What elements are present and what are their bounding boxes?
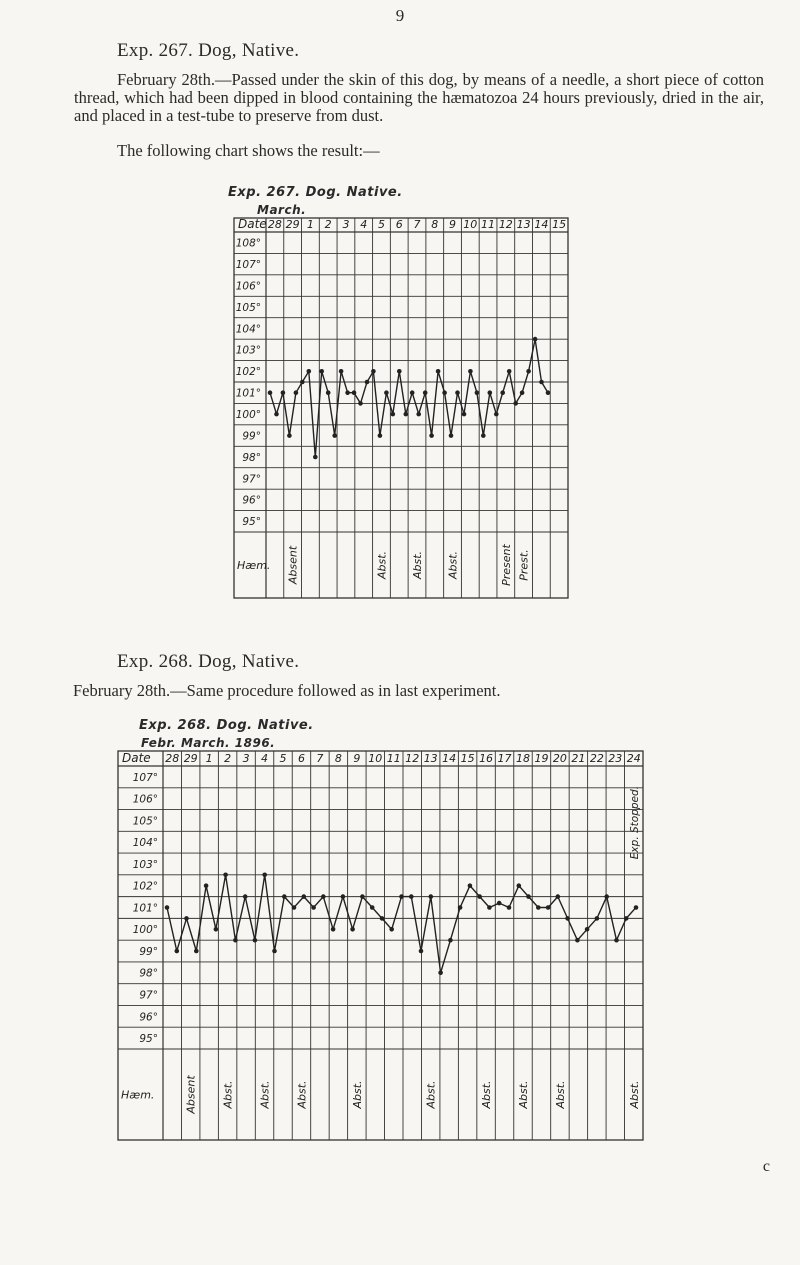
y-tick-label: 99°: [139, 945, 158, 958]
date-tick-label: 29: [285, 218, 300, 231]
date-tick-label: 11: [386, 752, 401, 765]
date-tick-label: 16: [479, 752, 494, 765]
date-tick-label: 10: [463, 218, 478, 231]
haem-label: Abst.: [375, 550, 389, 580]
date-tick-label: 6: [297, 752, 305, 765]
temperature-point: [262, 873, 267, 878]
temperature-point: [468, 883, 473, 888]
temperature-point: [438, 971, 443, 976]
date-tick-label: 2: [224, 752, 232, 765]
temperature-point: [497, 901, 502, 906]
haem-label: Abst.: [517, 1080, 530, 1109]
y-tick-label: 96°: [242, 494, 261, 507]
temperature-point: [458, 905, 463, 910]
y-tick-label: 101°: [132, 902, 158, 915]
date-tick-label: 3: [242, 752, 250, 765]
temperature-point: [634, 905, 639, 910]
date-tick-label: 29: [183, 752, 198, 765]
haem-label: Abst.: [411, 550, 424, 580]
temperature-point: [604, 894, 609, 899]
temperature-point: [214, 927, 219, 932]
exp267-following: The following chart shows the result:—: [117, 141, 380, 160]
temperature-point: [175, 949, 180, 954]
date-tick-label: 9: [353, 752, 361, 765]
y-tick-label: 105°: [235, 301, 261, 314]
haem-label: Abst.: [553, 1080, 567, 1109]
y-tick-label: 101°: [235, 387, 261, 400]
temperature-point: [419, 949, 424, 954]
chart2-title: Exp. 268. Dog. Native.: [139, 718, 314, 733]
y-tick-label: 95°: [139, 1033, 158, 1046]
chart1-title: Exp. 267. Dog. Native.: [228, 185, 403, 200]
temperature-point: [243, 894, 248, 899]
date-tick-label: 4: [261, 752, 269, 765]
date-tick-label: 5: [279, 752, 287, 765]
temperature-point: [585, 927, 590, 932]
temperature-point: [487, 905, 492, 910]
temperature-point: [233, 938, 238, 943]
date-tick-label: 13: [423, 752, 438, 765]
haem-label: Abst.: [350, 1080, 364, 1109]
haem-label: Abst.: [295, 1080, 309, 1109]
temperature-point: [204, 883, 209, 888]
y-tick-label: 100°: [132, 924, 158, 937]
date-tick-label: 11: [481, 218, 496, 231]
haem-row-label: Hæm.: [237, 559, 271, 572]
y-tick-label: 104°: [235, 323, 261, 336]
haem-label: Absent: [286, 545, 300, 585]
temperature-point: [165, 905, 170, 910]
temperature-point: [331, 927, 336, 932]
haem-label: Abst.: [258, 1080, 272, 1109]
y-tick-label: 98°: [139, 967, 158, 980]
temperature-point: [360, 894, 365, 899]
y-tick-label: 102°: [235, 366, 261, 379]
temperature-point: [517, 883, 522, 888]
date-tick-label: 13: [516, 218, 531, 231]
temperature-point: [399, 894, 404, 899]
temperature-point: [565, 916, 570, 921]
date-tick-label: 10: [368, 752, 383, 765]
haem-label: Abst.: [627, 1080, 641, 1109]
y-tick-label: 100°: [235, 409, 261, 421]
temperature-point: [595, 916, 600, 921]
y-tick-label: 103°: [235, 344, 261, 357]
stop-note-label: Exp. Stopped.: [628, 786, 641, 860]
date-tick-label: 1: [306, 218, 314, 231]
signature-mark: c: [762, 1158, 770, 1175]
temperature-point: [409, 894, 414, 899]
temperature-point: [575, 938, 580, 943]
temperature-point: [311, 905, 316, 910]
haem-label: Abst.: [221, 1080, 235, 1109]
temperature-point: [556, 894, 561, 899]
date-tick-label: 18: [516, 752, 530, 765]
temperature-point: [380, 916, 385, 921]
y-tick-label: 95°: [242, 516, 261, 529]
y-tick-label: 104°: [132, 837, 158, 850]
y-tick-label: 103°: [132, 858, 158, 871]
temperature-point: [184, 916, 189, 921]
temperature-point: [194, 949, 199, 954]
date-header-label: Date: [238, 217, 267, 231]
temperature-point: [253, 938, 258, 943]
exp267-paragraph: February 28th.—Passed under the skin of this dog, by means of a needle, a short piece of cotton thread, which had been dipped in blood containing the hæmatozoa 24 hours previously, dried in the air, and placed in a test-tube to preserve from dust.: [74, 70, 764, 125]
y-tick-label: 97°: [242, 473, 261, 486]
haem-row-label: Hæm.: [121, 1088, 155, 1102]
date-tick-label: 12: [405, 752, 420, 765]
temperature-point: [526, 894, 531, 899]
y-tick-label: 102°: [132, 880, 158, 893]
haem-label: Prest.: [517, 549, 531, 581]
date-tick-label: 28: [267, 218, 282, 231]
temperature-point: [302, 894, 307, 899]
y-tick-label: 107°: [235, 259, 261, 271]
date-tick-label: 24: [626, 752, 641, 765]
date-tick-label: 6: [395, 218, 403, 231]
temperature-point: [429, 894, 434, 899]
temperature-point: [321, 894, 326, 899]
date-tick-label: 28: [165, 752, 180, 765]
y-tick-label: 107°: [132, 771, 158, 784]
temperature-point: [536, 905, 541, 910]
temperature-point: [477, 894, 482, 899]
temperature-series-line: [167, 875, 636, 973]
temperature-point: [292, 905, 297, 910]
haem-label: Abst.: [480, 1080, 494, 1109]
date-tick-label: 17: [497, 752, 512, 765]
y-tick-label: 108°: [235, 237, 261, 250]
chart1-subtitle: March.: [257, 203, 307, 217]
date-tick-label: 22: [589, 752, 604, 765]
haem-label: Absent: [184, 1075, 198, 1114]
temperature-point: [341, 894, 346, 899]
temperature-point: [546, 905, 551, 910]
date-tick-label: 2: [324, 218, 332, 231]
page-number: 9: [395, 6, 405, 25]
temperature-point: [624, 916, 629, 921]
y-tick-label: 106°: [235, 280, 261, 293]
temperature-point: [507, 905, 512, 910]
date-tick-label: 14: [442, 752, 457, 765]
temperature-point: [370, 905, 375, 910]
y-tick-label: 97°: [139, 989, 158, 1002]
date-tick-label: 9: [449, 218, 457, 231]
exp267-heading: Exp. 267. Dog, Native.: [117, 40, 300, 61]
temperature-point: [448, 938, 453, 943]
date-tick-label: 23: [608, 752, 623, 765]
date-tick-label: 5: [377, 218, 385, 231]
date-tick-label: 7: [413, 218, 421, 231]
temperature-point: [389, 927, 394, 932]
date-tick-label: 8: [431, 218, 439, 231]
date-tick-label: 3: [342, 218, 350, 231]
haem-label: Abst.: [424, 1080, 438, 1109]
y-tick-label: 99°: [242, 430, 261, 443]
exp268-heading: Exp. 268. Dog, Native.: [117, 651, 300, 672]
y-tick-label: 106°: [132, 793, 158, 806]
date-tick-label: 19: [534, 752, 549, 765]
date-tick-label: 15: [460, 752, 475, 765]
temperature-point: [282, 894, 287, 899]
date-tick-label: 8: [334, 752, 342, 765]
date-tick-label: 14: [534, 218, 549, 231]
chart2-subtitle: Febr. March. 1896.: [141, 736, 276, 750]
y-tick-label: 105°: [132, 815, 158, 828]
temperature-point: [350, 927, 355, 932]
y-tick-label: 96°: [139, 1011, 158, 1024]
date-tick-label: 15: [552, 218, 567, 231]
temperature-point: [614, 938, 619, 943]
haem-label: Abst.: [446, 550, 460, 580]
date-tick-label: 21: [571, 752, 586, 765]
date-tick-label: 7: [316, 752, 324, 765]
temperature-point: [223, 873, 228, 878]
date-header-label: Date: [122, 751, 151, 765]
date-tick-label: 12: [498, 218, 513, 231]
date-tick-label: 20: [552, 752, 567, 765]
temperature-point: [272, 949, 277, 954]
date-tick-label: 1: [205, 752, 213, 765]
haem-label: Present: [499, 544, 513, 586]
date-tick-label: 4: [360, 218, 368, 231]
y-tick-label: 98°: [242, 451, 261, 464]
exp268-paragraph: February 28th.—Same procedure followed as in last experiment.: [73, 681, 501, 700]
